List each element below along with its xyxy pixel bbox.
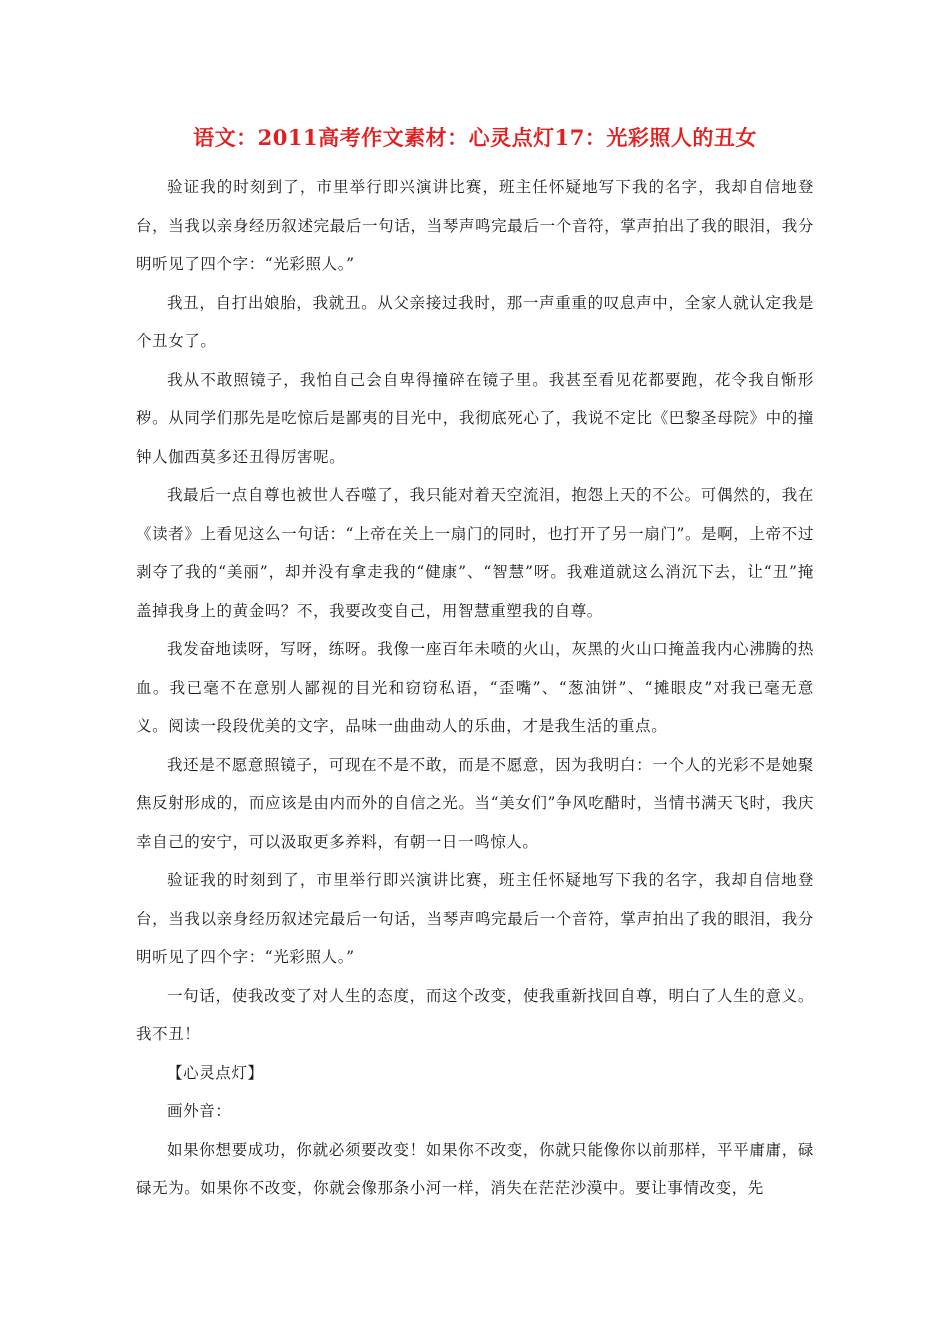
paragraph: 验证我的时刻到了，市里举行即兴演讲比赛，班主任怀疑地写下我的名字，我却自信地登台，当我以亲身经历叙述完最后一句话，当琴声鸣完最后一个音符，掌声拍出了我的眼泪，我分明听见了四个字：“光彩照人。” <box>136 178 814 273</box>
paragraph: 验证我的时刻到了，市里举行即兴演讲比赛，班主任怀疑地写下我的名字，我却自信地登台，当我以亲身经历叙述完最后一句话，当琴声鸣完最后一个音符，掌声拍出了我的眼泪，我分明听见了四个字：“光彩照人。” <box>136 871 814 966</box>
paragraph: 我发奋地读呀，写呀，练呀。我像一座百年未喷的火山，灰黑的火山口掩盖我内心沸腾的热血。我已毫不在意别人鄙视的目光和窃窃私语，“歪嘴”、“葱油饼”、“摊眼皮”对我已毫无意义。阅读一段段优美的文字，品味一曲曲动人的乐曲，才是我生活的重点。 <box>136 640 814 735</box>
document-title: 语文：2011高考作文素材：心灵点灯17：光彩照人的丑女 <box>193 125 757 150</box>
paragraph: 一句话，使我改变了对人生的态度，而这个改变，使我重新找回自尊，明白了人生的意义。我不丑！ <box>136 986 814 1043</box>
paragraph: 我最后一点自尊也被世人吞噬了，我只能对着天空流泪，抱怨上天的不公。可偶然的，我在《读者》上看见这么一句话：“上帝在关上一扇门的同时，也打开了另一扇门”。是啊，上帝不过剥夺了我的“美丽”，却并没有拿走我的“健康”、“智慧”呀。我难道就这么消沉下去，让“丑”掩盖掉我身上的黄金吗？不，我要改变自己，用智慧重塑我的自尊。 <box>136 486 814 620</box>
paragraph: 如果你想要成功，你就必须要改变！如果你不改变，你就只能像你以前那样，平平庸庸，碌碌无为。如果你不改变，你就会像那条小河一样，消失在茫茫沙漠中。要让事情改变，先 <box>136 1140 814 1197</box>
subheading-label: 画外音： <box>167 1102 232 1120</box>
paragraph: 我还是不愿意照镜子，可现在不是不敢，而是不愿意，因为我明白：一个人的光彩不是她聚焦反射形成的，而应该是由内而外的自信之光。当“美女们”争风吃醋时，当情书满天飞时，我庆幸自己的安宁，可以汲取更多养料，有朝一日一鸣惊人。 <box>136 755 814 851</box>
section-heading: 【心灵点灯】 <box>167 1063 264 1082</box>
document-body <box>136 168 814 1208</box>
paragraph: 我从不敢照镜子，我怕自己会自卑得撞碎在镜子里。我甚至看见花都要跑，花令我自惭形秽。从同学们那先是吃惊后是鄙夷的目光中，我彻底死心了，我说不定比《巴黎圣母院》中的撞钟人伽西莫多还丑得厉害呢。 <box>136 370 814 466</box>
paragraph: 我丑，自打出娘胎，我就丑。从父亲接过我时，那一声重重的叹息声中，全家人就认定我是个丑女了。 <box>136 293 814 350</box>
